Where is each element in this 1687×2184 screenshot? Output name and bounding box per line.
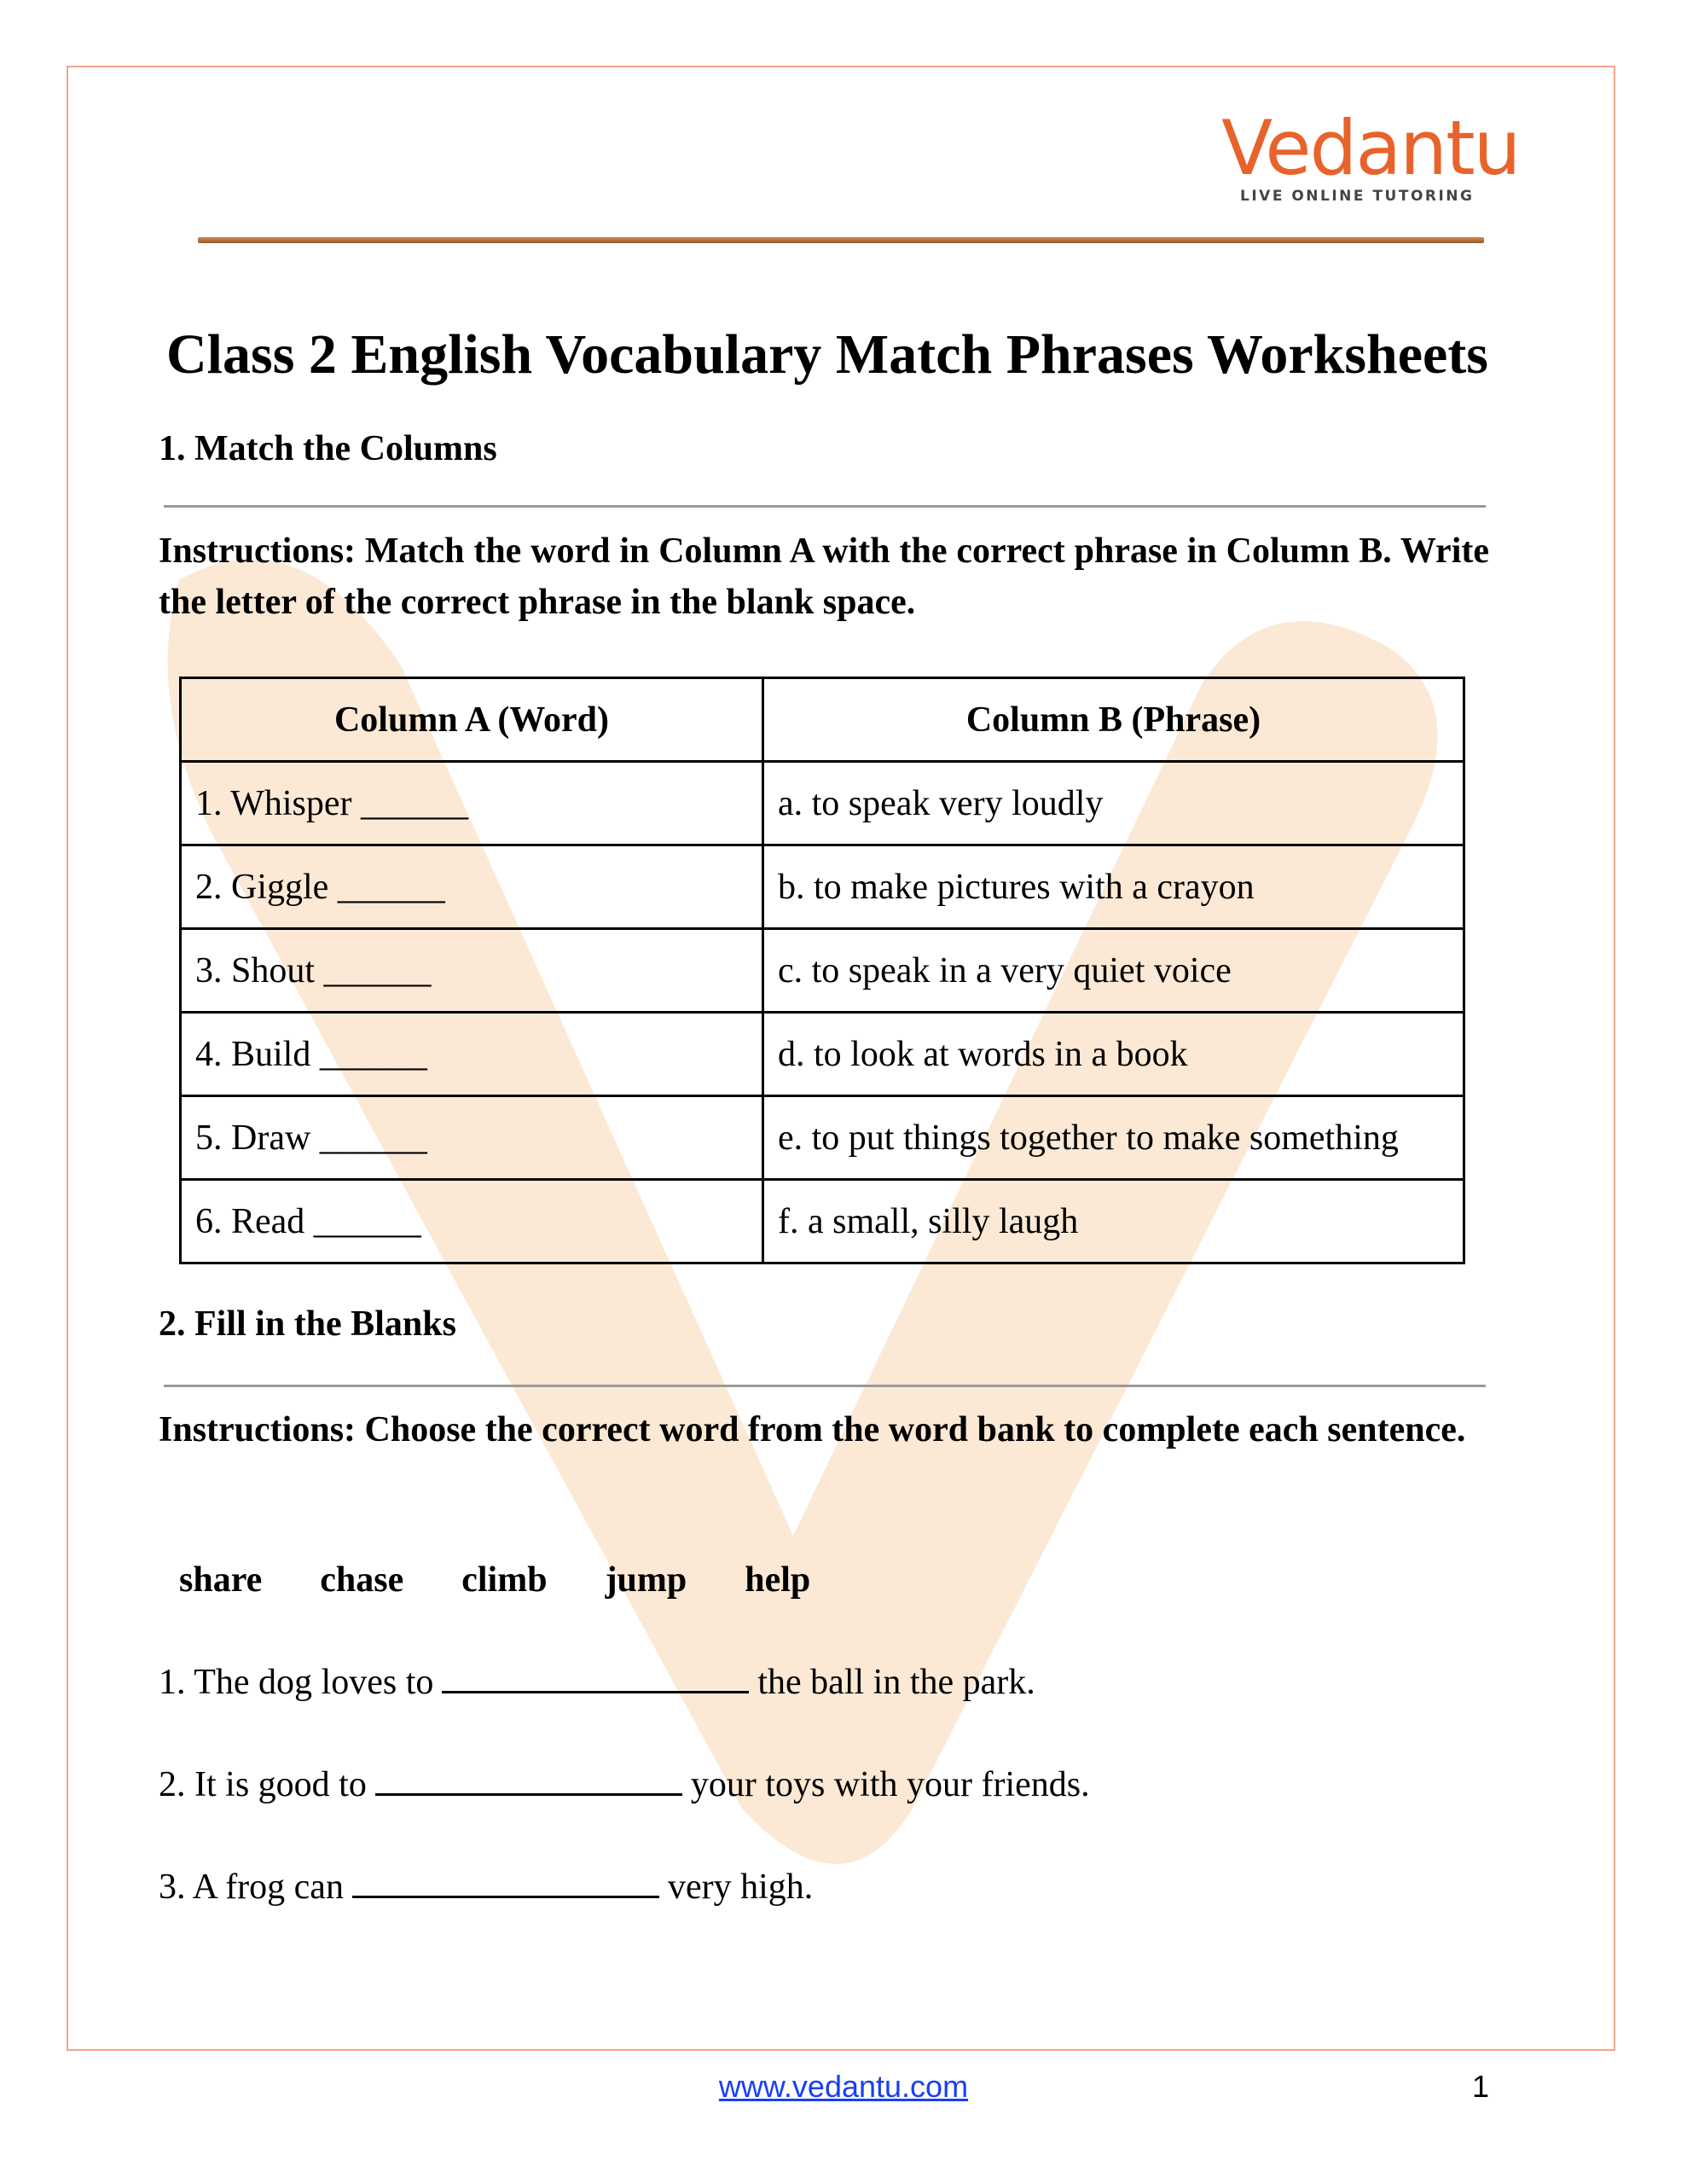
- column-b-cell: f. a small, silly laugh: [763, 1180, 1464, 1263]
- word-bank-item: jump: [605, 1560, 687, 1600]
- word-bank-item: help: [745, 1560, 811, 1600]
- sentence-item: [159, 1763, 1090, 1805]
- answer-blank[interactable]: [375, 1763, 682, 1796]
- word-bank-item: chase: [320, 1560, 404, 1600]
- column-b-cell: b. to make pictures with a crayon: [763, 845, 1464, 929]
- logo-wordmark: Vedantu: [1221, 104, 1520, 192]
- table-row: [181, 929, 1464, 1013]
- column-b-cell: a. to speak very loudly: [763, 762, 1464, 845]
- website-link[interactable]: www.vedantu.com: [718, 2069, 969, 2104]
- column-a-cell: 2. Giggle ______: [181, 845, 763, 929]
- section1-divider: [164, 505, 1486, 508]
- column-a-header: Column A (Word): [181, 678, 763, 762]
- table-row: [181, 1180, 1464, 1263]
- table-row: [181, 762, 1464, 845]
- column-a-cell: 3. Shout ______: [181, 929, 763, 1013]
- table-row: [181, 845, 1464, 929]
- section2-instructions: Instructions: Choose the correct word from the word bank to complete each sentence.: [159, 1410, 1466, 1449]
- column-b-cell: d. to look at words in a book: [763, 1013, 1464, 1096]
- page-title: Class 2 English Vocabulary Match Phrases Worksheets: [166, 323, 1488, 386]
- word-bank-item: climb: [461, 1560, 548, 1600]
- sentence-item: [159, 1660, 1035, 1703]
- match-table: [179, 677, 1465, 1264]
- logo-tagline: LIVE ONLINE TUTORING: [1240, 188, 1475, 205]
- vedantu-logo: [1220, 104, 1520, 213]
- column-b-cell: e. to put things together to make something: [763, 1096, 1464, 1180]
- table-header-row: [181, 678, 1464, 762]
- table-row: [181, 1013, 1464, 1096]
- column-b-header: Column B (Phrase): [763, 678, 1464, 762]
- section2-divider: [164, 1385, 1486, 1387]
- section1-heading: 1. Match the Columns: [159, 429, 497, 468]
- sentence-start: 2. It is good to: [159, 1765, 367, 1804]
- word-bank-item: share: [179, 1560, 263, 1600]
- column-a-cell: 5. Draw ______: [181, 1096, 763, 1180]
- table-row: [181, 1096, 1464, 1180]
- column-a-cell: 1. Whisper ______: [181, 762, 763, 845]
- word-bank: [179, 1560, 810, 1600]
- column-a-cell: 6. Read ______: [181, 1180, 763, 1263]
- sentence-start: 3. A frog can: [159, 1867, 344, 1907]
- column-b-cell: c. to speak in a very quiet voice: [763, 929, 1464, 1013]
- page-number: 1: [1472, 2069, 1490, 2104]
- sentence-end: your toys with your friends.: [690, 1765, 1090, 1804]
- sentence-end: the ball in the park.: [757, 1663, 1035, 1702]
- header-divider: [198, 237, 1484, 243]
- sentence-item: [159, 1865, 813, 1908]
- answer-blank[interactable]: [442, 1660, 749, 1693]
- column-a-cell: 4. Build ______: [181, 1013, 763, 1096]
- sentence-end: very high.: [667, 1867, 814, 1907]
- section1-instructions: Instructions: Match the word in Column A with the correct phrase in Column B. Write the letter of the correct phrase in the blank space.: [159, 531, 1489, 622]
- answer-blank[interactable]: [352, 1865, 659, 1898]
- section2-heading: 2. Fill in the Blanks: [159, 1304, 456, 1344]
- sentence-start: 1. The dog loves to: [159, 1663, 434, 1702]
